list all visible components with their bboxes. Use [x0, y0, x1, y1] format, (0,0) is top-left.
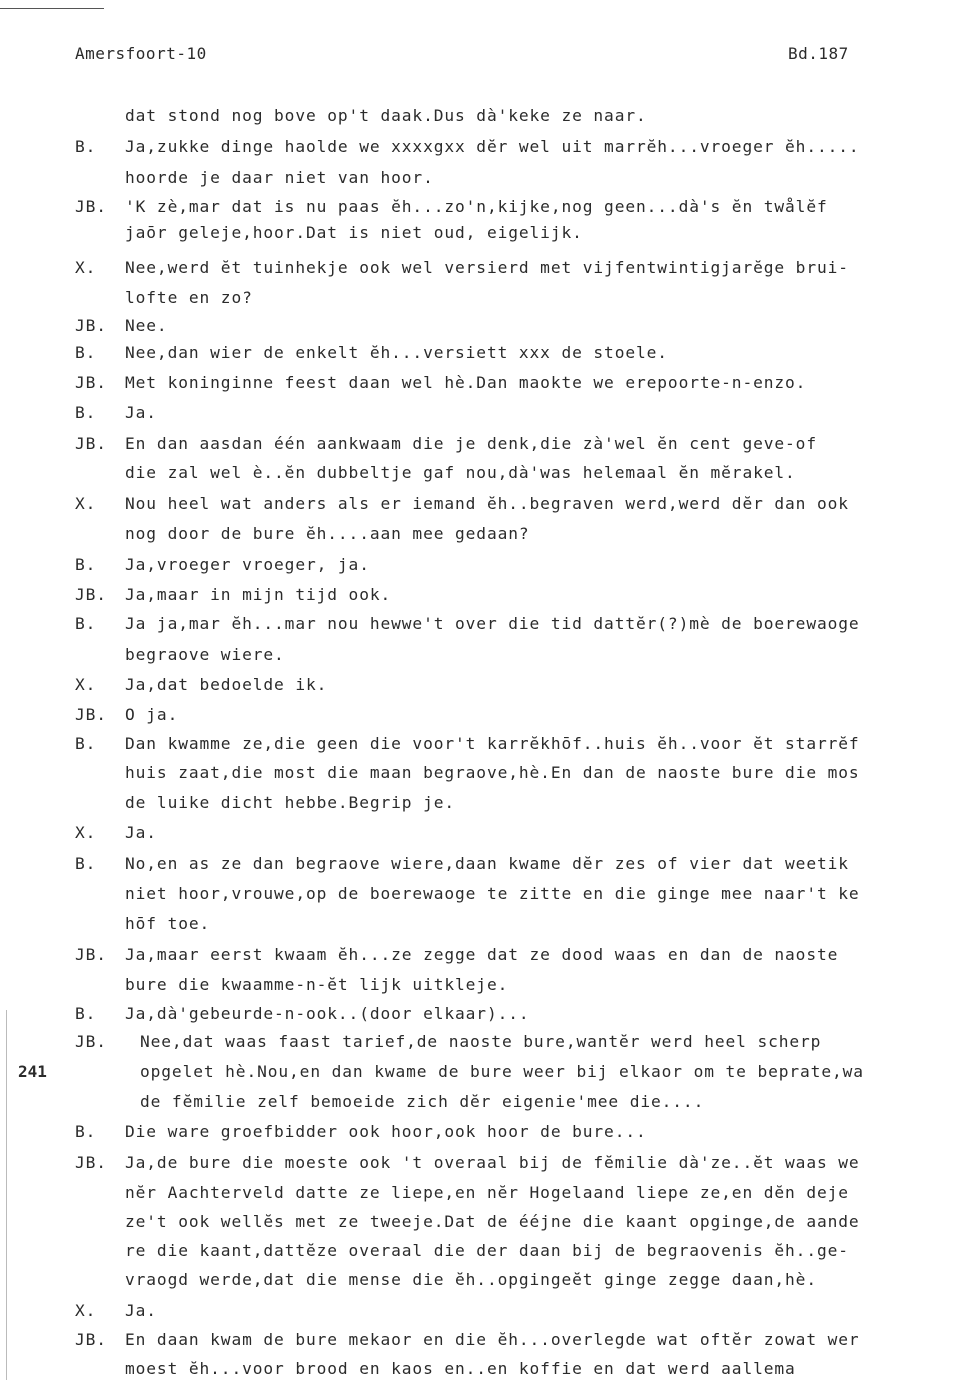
speaker-label: X.	[75, 823, 97, 842]
line-text: opgelet hè.Nou,en dan kwame de bure weer bij elkaor om te beprate,wa	[140, 1062, 864, 1081]
transcript-line	[0, 1004, 973, 1026]
speaker-label: B.	[75, 555, 97, 574]
transcript-line	[0, 1032, 973, 1054]
transcript-line	[0, 1212, 973, 1234]
speaker-label: B.	[75, 854, 97, 873]
speaker-label: X.	[75, 1301, 97, 1320]
line-text: No,en as ze dan begraove wiere,daan kwame dĕr zes of vier dat weetik	[125, 854, 849, 873]
line-text: Nee,dat waas faast tarief,de naoste bure,wantĕr werd heel scherp	[140, 1032, 822, 1051]
line-text: ze't ook wellĕs met ze tweeje.Dat de ééjne die kaant opginge,de aande	[125, 1212, 860, 1231]
speaker-label: X.	[75, 258, 97, 277]
transcript-line	[0, 1270, 973, 1292]
speaker-label: B.	[75, 734, 97, 753]
speaker-label: JB.	[75, 373, 107, 392]
transcript-line	[0, 1301, 973, 1323]
transcript-line	[0, 1183, 973, 1205]
transcript-line	[0, 403, 973, 425]
speaker-label: JB.	[75, 316, 107, 335]
line-text: die zal wel è..ĕn dubbeltje gaf nou,dà'was helemaal ĕn mĕrakel.	[125, 463, 796, 482]
transcript-line	[0, 555, 973, 577]
line-text: Dan kwamme ze,die geen die voor't karrĕkhōf..huis ĕh..voor ĕt starrĕf	[125, 734, 860, 753]
line-text: Ja.	[125, 1301, 157, 1320]
line-text: Nee,dan wier de enkelt ĕh...versiett xxx de stoele.	[125, 343, 668, 362]
speaker-label: JB.	[75, 1330, 107, 1349]
line-text: Ja,dà'gebeurde-n-ook..(door elkaar)...	[125, 1004, 530, 1023]
line-text: Nee,werd ĕt tuinhekje ook wel versierd met vijfentwintigjarĕge brui-	[125, 258, 849, 277]
line-text: Die ware groefbidder ook hoor,ook hoor de bure...	[125, 1122, 647, 1141]
line-text: vraogd werde,dat die mense die ĕh..opgingeĕt ginge zegge daan,hè.	[125, 1270, 817, 1289]
header-location: Amersfoort-10	[75, 44, 207, 63]
speaker-label: B.	[75, 403, 97, 422]
line-text: Ja,maar in mijn tijd ook.	[125, 585, 392, 604]
speaker-label: B.	[75, 1122, 97, 1141]
speaker-label: JB.	[75, 1032, 107, 1051]
line-text: hoorde je daar niet van hoor.	[125, 168, 434, 187]
speaker-label: JB.	[75, 705, 107, 724]
transcript-line	[0, 914, 973, 936]
transcript-line	[0, 463, 973, 485]
transcript-line	[0, 258, 973, 280]
line-text: nog door de bure ĕh....aan mee gedaan?	[125, 524, 530, 543]
line-text: Ja.	[125, 823, 157, 842]
transcript-line	[0, 884, 973, 906]
line-text: de fĕmilie zelf bemoeide zich dĕr eigenie'mee die....	[140, 1092, 705, 1111]
transcript-line	[0, 343, 973, 365]
speaker-label: JB.	[75, 197, 107, 216]
speaker-label: X.	[75, 675, 97, 694]
line-text: niet hoor,vrouwe,op de boerewaoge te zitte en die ginge mee naar't ke	[125, 884, 860, 903]
line-text: En dan aasdan één aankwaam die je denk,die zà'wel ĕn cent geve-of	[125, 434, 817, 453]
transcript-line	[0, 288, 973, 310]
transcript-line	[0, 494, 973, 516]
transcript-line	[0, 1122, 973, 1144]
line-text: dat stond nog bove op't daak.Dus dà'keke ze naar.	[125, 106, 647, 125]
line-text: Ja,dat bedoelde ik.	[125, 675, 328, 694]
line-text: Nee.	[125, 316, 168, 335]
transcript-line	[0, 975, 973, 997]
transcript-line	[0, 106, 973, 128]
transcript-line	[0, 1241, 973, 1263]
transcript-line	[0, 945, 973, 967]
margin-number: 241	[18, 1062, 47, 1081]
top-rule	[0, 8, 104, 9]
transcript-line	[0, 1153, 973, 1175]
transcript-line	[0, 1359, 973, 1381]
transcript-line	[0, 763, 973, 785]
transcript-line	[0, 614, 973, 636]
transcript-line	[0, 823, 973, 845]
transcript-line	[0, 434, 973, 456]
speaker-label: X.	[75, 494, 97, 513]
transcript-line	[0, 793, 973, 815]
line-text: Ja ja,mar ĕh...mar nou hewwe't over die tid dattĕr(?)mè de boerewaoge	[125, 614, 860, 633]
line-text: bure die kwaamme-n-ĕt lijk uitkleje.	[125, 975, 509, 994]
line-text: Ja,zukke dinge haolde we xxxxgxx dĕr wel uit marrĕh...vroeger ĕh.....	[125, 137, 860, 156]
transcript-line	[0, 1062, 973, 1084]
line-text: Ja,de bure die moeste ook 't overaal bij de fĕmilie dà'ze..ĕt waas we	[125, 1153, 860, 1172]
line-text: 'K zè,mar dat is nu paas ĕh...zo'n,kijke,nog geen...dà's ĕn twålĕf	[125, 197, 828, 216]
line-text: jaōr geleje,hoor.Dat is niet oud, eigelijk.	[125, 223, 583, 242]
transcript-line	[0, 223, 973, 245]
transcript-line	[0, 1330, 973, 1352]
transcript-line	[0, 675, 973, 697]
speaker-label: B.	[75, 1004, 97, 1023]
line-text: Ja.	[125, 403, 157, 422]
transcript-line	[0, 734, 973, 756]
line-text: nĕr Aachterveld datte ze liepe,en nĕr Hogelaand liepe ze,en dĕn deje	[125, 1183, 849, 1202]
transcript-line	[0, 585, 973, 607]
transcript-line	[0, 1092, 973, 1114]
line-text: huis zaat,die most die maan begraove,hè.En dan de naoste bure die mos	[125, 763, 860, 782]
line-text: Nou heel wat anders als er iemand ĕh..begraven werd,werd dĕr dan ook	[125, 494, 849, 513]
transcript-line	[0, 373, 973, 395]
speaker-label: JB.	[75, 1153, 107, 1172]
line-text: begraove wiere.	[125, 645, 285, 664]
transcript-line	[0, 316, 973, 338]
speaker-label: JB.	[75, 945, 107, 964]
line-text: re die kaant,dattĕze overaal die der daan bij de begraovenis ĕh..ge-	[125, 1241, 849, 1260]
speaker-label: B.	[75, 343, 97, 362]
transcript-line	[0, 705, 973, 727]
transcript-line	[0, 854, 973, 876]
line-text: lofte en zo?	[125, 288, 253, 307]
line-text: Ja,maar eerst kwaam ĕh...ze zegge dat ze dood waas en dan de naoste	[125, 945, 839, 964]
line-text: O ja.	[125, 705, 179, 724]
header-page-ref: Bd.187	[788, 44, 849, 63]
transcript-line	[0, 197, 973, 219]
transcript-line	[0, 137, 973, 159]
line-text: En daan kwam de bure mekaor en die ĕh...overlegde wat oftĕr zowat wer	[125, 1330, 860, 1349]
transcript-line	[0, 645, 973, 667]
speaker-label: B.	[75, 137, 97, 156]
speaker-label: JB.	[75, 434, 107, 453]
transcript-line	[0, 524, 973, 546]
line-text: de luike dicht hebbe.Begrip je.	[125, 793, 456, 812]
line-text: Ja,vroeger vroeger, ja.	[125, 555, 370, 574]
line-text: moest ĕh...voor brood en kaos en..en koffie en dat werd aallema	[125, 1359, 796, 1378]
transcript-line	[0, 168, 973, 190]
line-text: hōf toe.	[125, 914, 211, 933]
line-text: Met koninginne feest daan wel hè.Dan maokte we erepoorte-n-enzo.	[125, 373, 807, 392]
speaker-label: JB.	[75, 585, 107, 604]
speaker-label: B.	[75, 614, 97, 633]
